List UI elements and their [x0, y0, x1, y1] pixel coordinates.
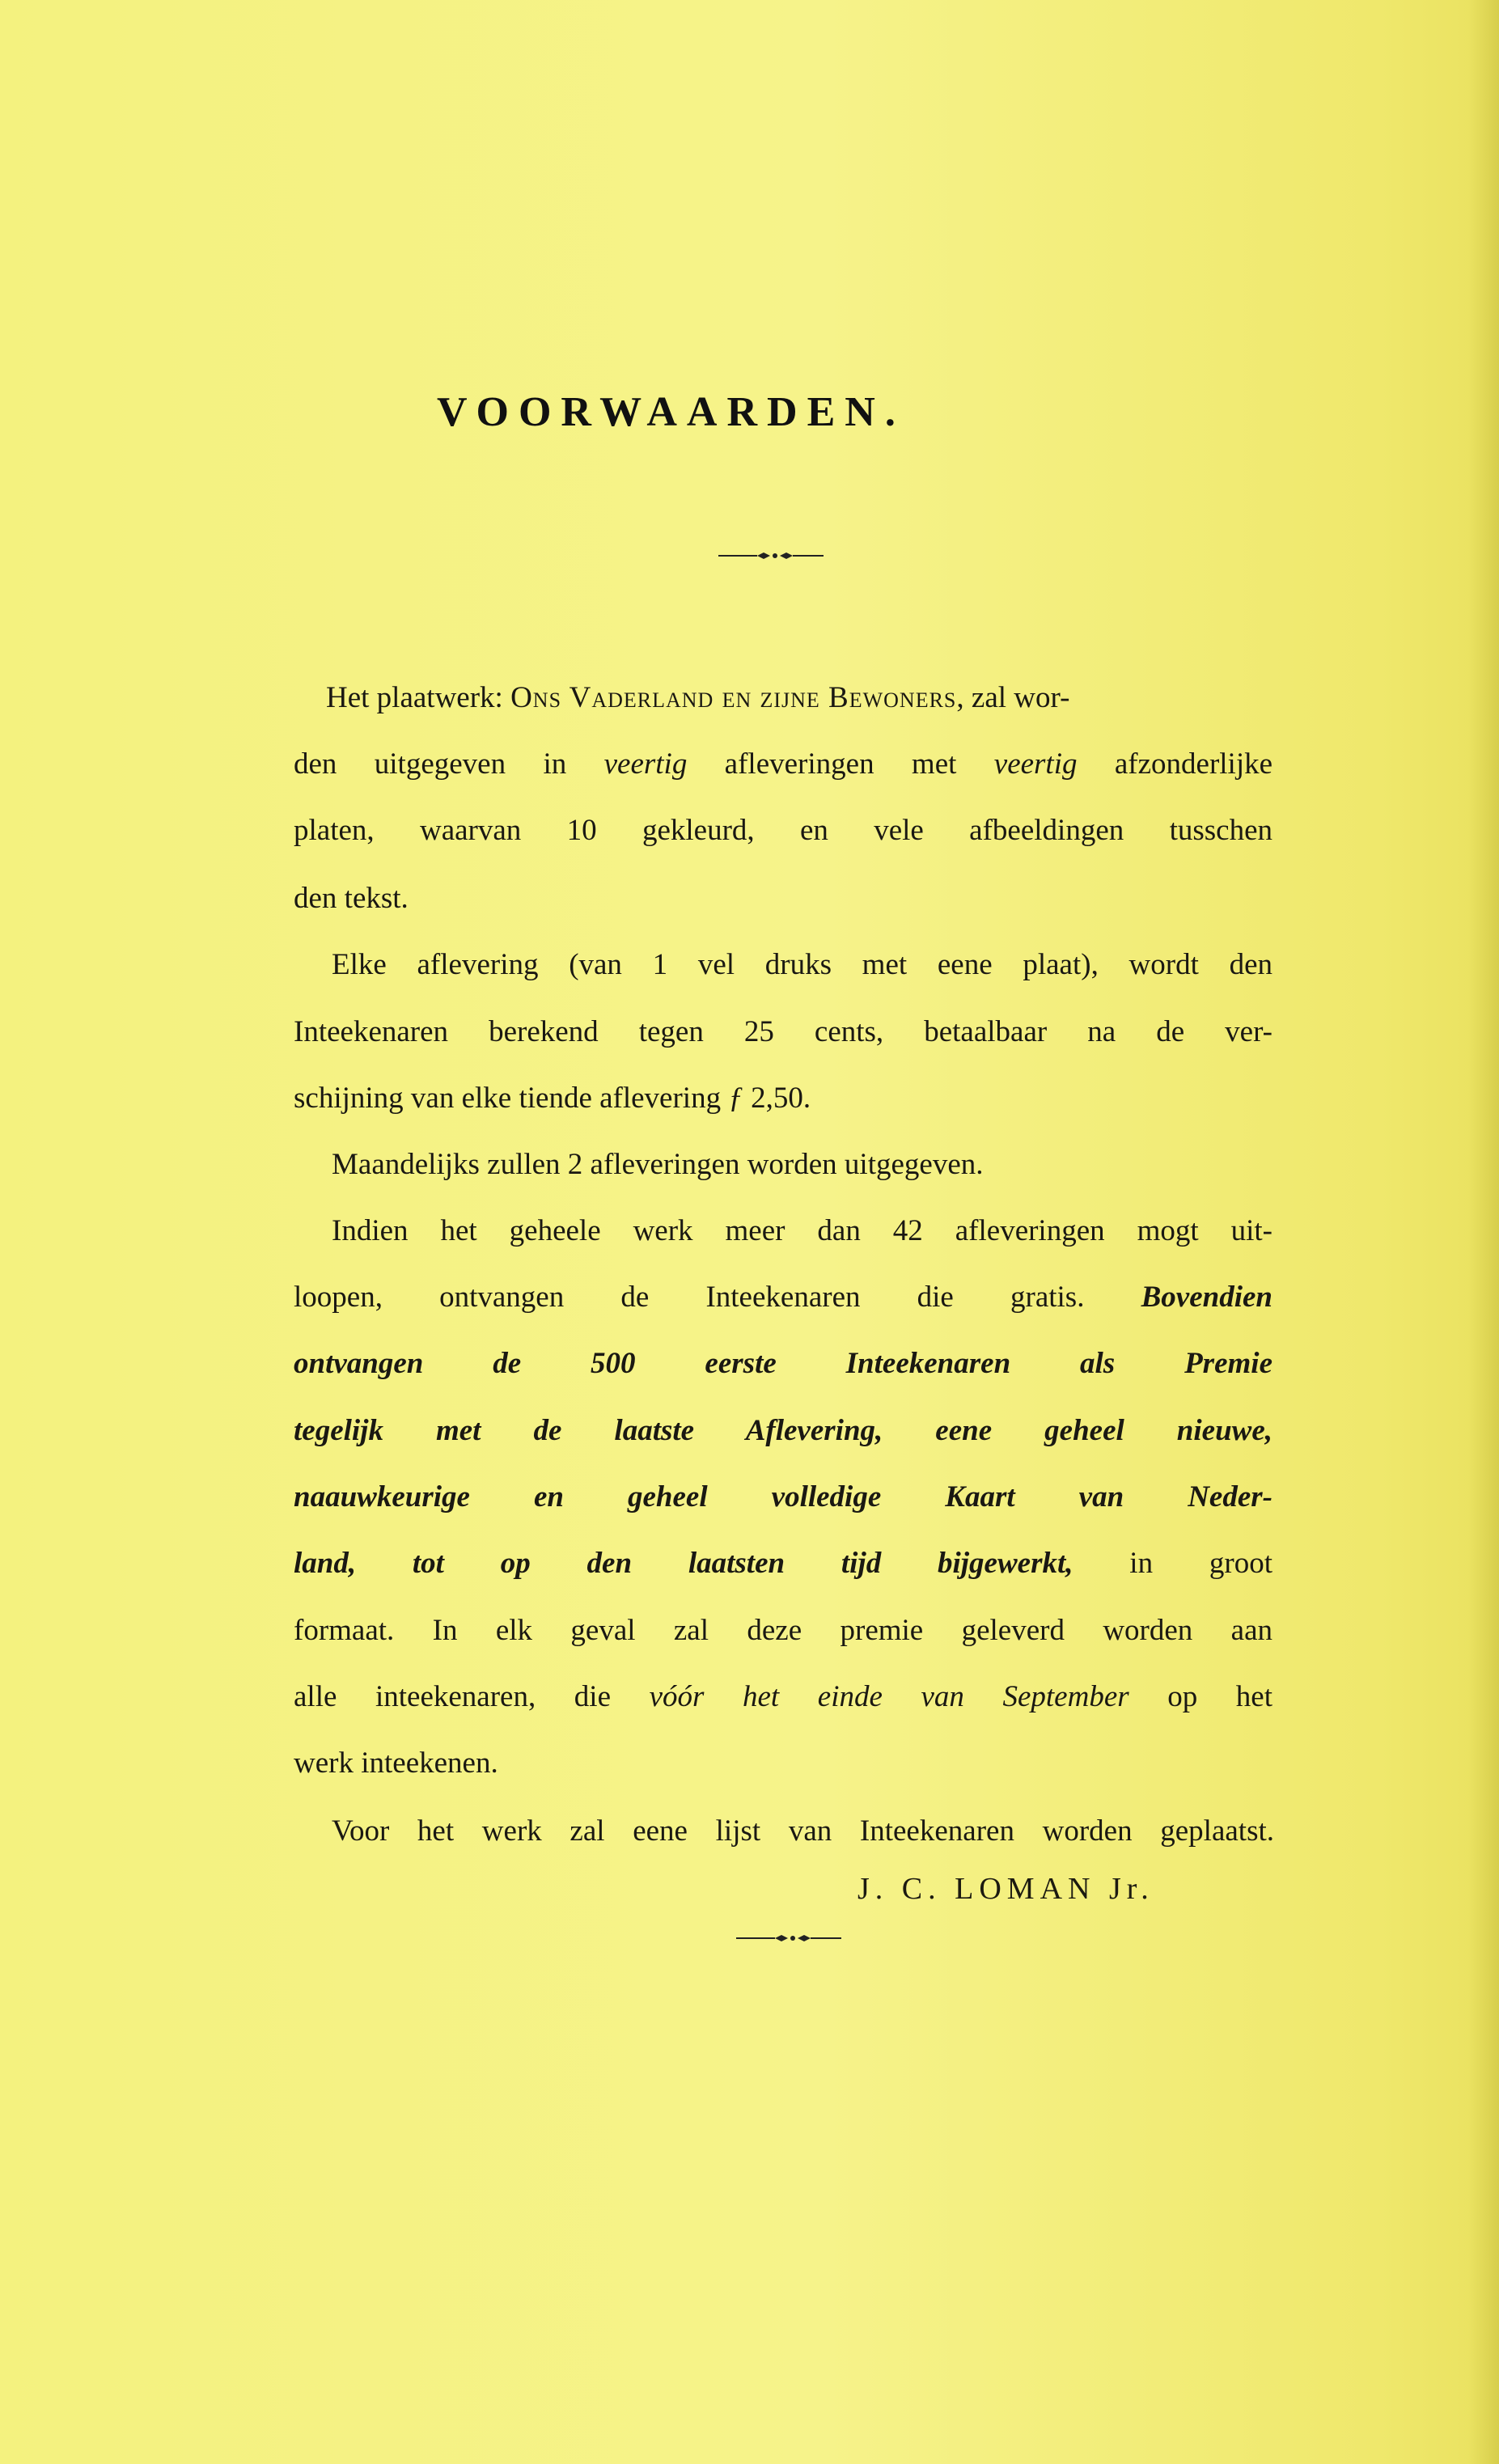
text-segment: platen, waarvan 10 gekleurd, en vele afbeeldingen tusschen — [294, 814, 1272, 847]
italic-text: vóór het einde van September — [649, 1680, 1129, 1713]
body-text-line — [294, 1739, 658, 1788]
body-text-line — [294, 1539, 1272, 1588]
text-segment: Inteekenaren berekend tegen 25 cents, betaalbaar na de ver- — [294, 1015, 1272, 1048]
body-text-line — [332, 1807, 1274, 1856]
author-signature: J. C. LOMAN Jr. — [857, 1872, 1154, 1906]
text-segment: in groot — [1073, 1547, 1272, 1580]
body-text-line — [294, 1008, 1272, 1056]
page-edge-shadow — [1468, 0, 1499, 2464]
text-segment: Maandelijks zullen 2 afleveringen worden uitgegeven. — [332, 1148, 984, 1181]
text-segment: Voor het werk zal eene lijst van Inteekenaren worden geplaatst. — [332, 1814, 1274, 1848]
emphasis-text: tegelijk met de laatste Aflevering, eene geheel nieuwe, — [294, 1414, 1272, 1447]
text-segment: schijning van elke tiende aflevering — [294, 1082, 729, 1115]
body-text-line — [332, 1141, 1141, 1189]
text-segment: afleveringen met — [687, 747, 994, 781]
body-text-line — [294, 1607, 1272, 1655]
emphasis-text: ontvangen de 500 eerste Inteekenaren als Premie — [294, 1347, 1272, 1380]
italic-text: veertig — [603, 747, 688, 781]
body-text-line — [294, 1407, 1272, 1455]
text-segment: Het plaatwerk: — [326, 681, 511, 714]
body-text-line — [326, 674, 1264, 722]
body-text-line — [294, 740, 1272, 789]
emphasis-text: Bovendien — [1141, 1281, 1272, 1314]
text-segment: werk inteekenen. — [294, 1746, 498, 1780]
title-ornament — [718, 551, 824, 561]
emphasis-text: naauwkeurige en geheel volledige Kaart van Neder- — [294, 1480, 1272, 1514]
body-text-line — [294, 874, 698, 923]
text-segment: op het — [1128, 1680, 1272, 1713]
body-text-line — [294, 1340, 1272, 1388]
body-text-line — [294, 807, 1272, 855]
body-text-line — [332, 1207, 1272, 1255]
body-text-line — [332, 941, 1272, 989]
text-segment: den tekst. — [294, 882, 409, 915]
emphasis-text: land, tot op den laatsten tijd bijgewerkt, — [294, 1547, 1073, 1580]
text-segment: Indien het geheele werk meer dan 42 afleveringen mogt uit- — [332, 1214, 1272, 1247]
text-segment: formaat. In elk geval zal deze premie geleverd worden aan — [294, 1614, 1272, 1647]
text-segment: alle inteekenaren, die — [294, 1680, 650, 1713]
closing-ornament — [736, 1933, 841, 1943]
text-segment: 2,50. — [743, 1082, 811, 1115]
italic-text: ƒ — [728, 1082, 743, 1115]
body-text-line — [294, 1273, 1272, 1322]
small-caps-title: Ons Vaderland en zijne Bewoners — [510, 681, 957, 714]
text-segment: , zal wor- — [956, 681, 1070, 714]
italic-text: veertig — [993, 747, 1078, 781]
body-text-line — [294, 1673, 1272, 1721]
document-title: VOORWAARDEN. — [437, 389, 905, 435]
text-segment: afzonderlijke — [1077, 747, 1273, 781]
text-segment: loopen, ontvangen de Inteekenaren die gratis. — [294, 1281, 1141, 1314]
body-text-line — [294, 1074, 1022, 1123]
text-segment: Elke aflevering (van 1 vel druks met eene plaat), wordt den — [332, 948, 1272, 981]
body-text-line — [294, 1473, 1272, 1522]
text-segment: den uitgegeven in — [294, 747, 604, 781]
